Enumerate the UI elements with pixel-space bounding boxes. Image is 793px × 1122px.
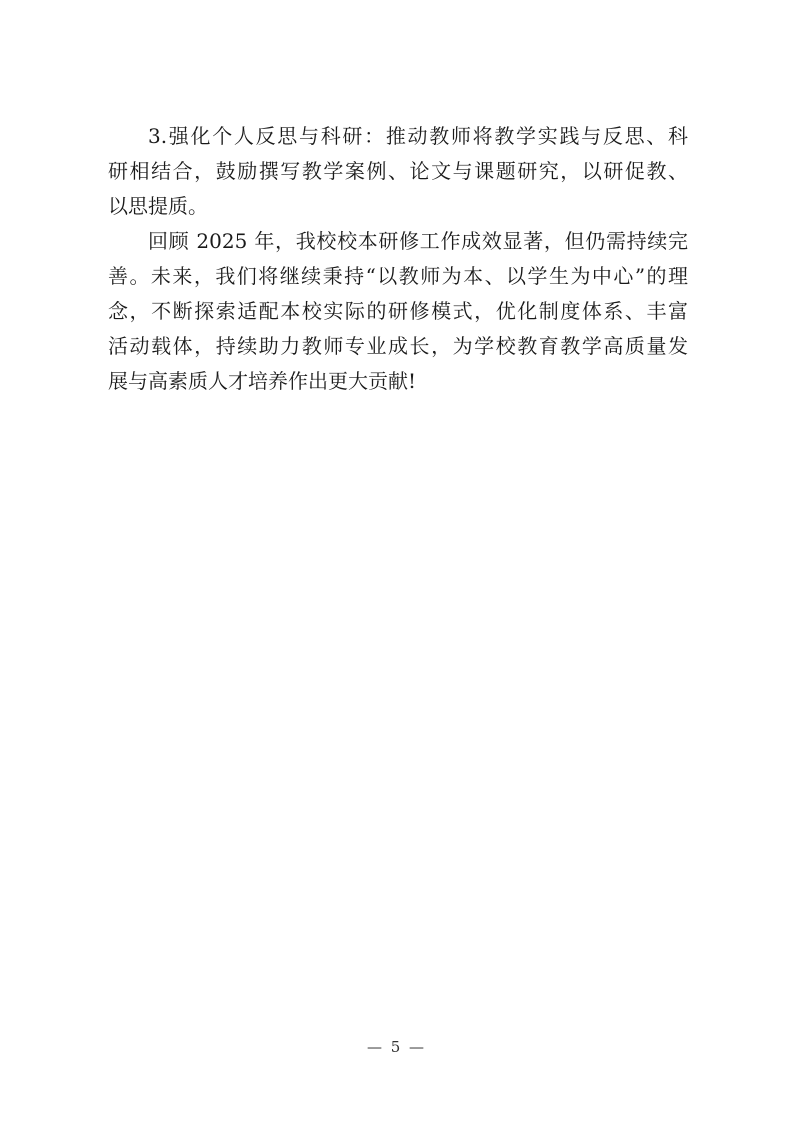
paragraph-line: 展与高素质人才培养作出更大贡献! [108,369,417,393]
paragraph-reflection-research [108,119,688,224]
paragraph-line: 活动载体，持续助力教师专业成长，为学校教育教学高质量发 [108,334,688,358]
paragraph-line: 研相结合，鼓励撰写教学案例、论文与课题研究，以研促教、 [108,159,688,183]
paragraph-line: 念，不断探索适配本校实际的研修模式，优化制度体系、丰富 [108,299,688,323]
paragraph-conclusion [108,224,688,399]
page-number: — 5 — [366,1038,427,1056]
paragraph-line: 3.强化个人反思与科研：推动教师将教学实践与反思、科 [148,124,688,148]
paragraph-line: 回顾 2025 年，我校校本研修工作成效显著，但仍需持续完 [148,229,688,253]
paragraph-line: 善。未来，我们将继续秉持“以教师为本、以学生为中心”的理 [108,264,688,288]
body-text [108,119,688,399]
paragraph-line: 以思提质。 [108,194,208,218]
